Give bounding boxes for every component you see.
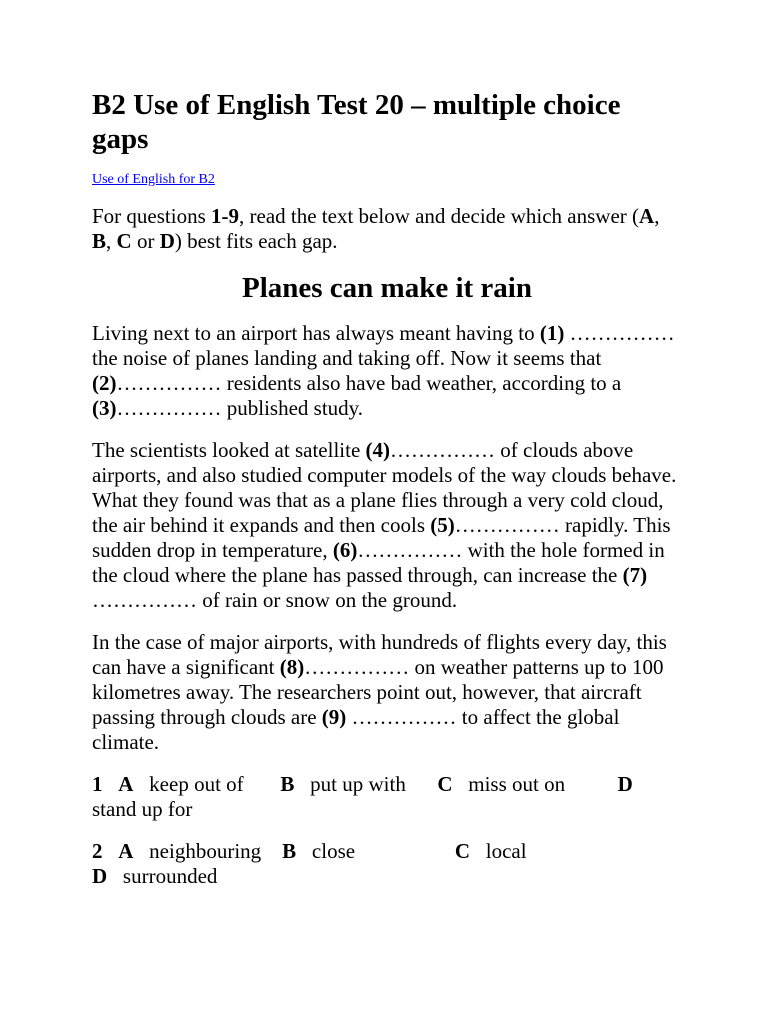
gap-dots: ……………	[357, 538, 463, 562]
letter-a: A	[639, 204, 655, 228]
gap-number-9: (9)	[321, 705, 347, 729]
instructions-text: For questions	[92, 204, 212, 228]
paragraph-text: published study.	[221, 396, 364, 420]
option-letter: D	[617, 772, 633, 796]
gap-dots: ……………	[390, 438, 496, 462]
gap-dots: ……………	[116, 396, 222, 420]
gap-dots: ……………	[351, 705, 457, 729]
option-text: local	[485, 839, 527, 863]
gap-dots: ……………	[304, 655, 410, 679]
gap-number-1: (1)	[539, 321, 565, 345]
paragraph-text: of clouds above airports, and also studied computer models of the way clouds behave. What they found was that as a plane flies through a very cold cloud, the air behind it expands and then cools	[92, 438, 677, 537]
article-title: Planes can make it rain	[242, 272, 532, 304]
instructions-text: ) best fits each gap.	[174, 229, 338, 253]
paragraph-text: residents also have bad weather, according to a	[221, 371, 622, 395]
option-text: stand up for	[92, 797, 193, 821]
instructions-text: , read the text below and decide which answer (	[239, 204, 640, 228]
option-letter: C	[437, 772, 453, 796]
option-text: keep out of	[149, 772, 244, 796]
paragraph-text: with the hole formed in the cloud where the plane has passed through, can increase the	[92, 538, 665, 587]
option-text: put up with	[310, 772, 406, 796]
comma: ,	[654, 204, 660, 228]
paragraph-text: on weather patterns up to 100 kilometres away. The researchers point out, however, that aircraft passing through clouds are	[92, 655, 664, 729]
option-text: surrounded	[122, 864, 218, 888]
question-range: 1-9	[211, 204, 240, 228]
question-number: 2	[92, 839, 103, 863]
option-letter: B	[282, 839, 297, 863]
gap-number-6: (6)	[332, 538, 358, 562]
gap-dots: ……………	[116, 371, 222, 395]
question-1-options	[92, 772, 682, 822]
question-number: 1	[92, 772, 103, 796]
letter-d: D	[159, 229, 175, 253]
gap-number-7: (7)	[622, 563, 648, 587]
gap-dots: ……………	[92, 588, 197, 612]
option-letter: B	[280, 772, 295, 796]
paragraph-text: rapidly. This sudden drop in temperature,	[92, 513, 671, 562]
option-letter: A	[118, 839, 134, 863]
paragraph-text: of rain or snow on the ground.	[197, 588, 458, 612]
option-text: miss out on	[468, 772, 566, 796]
instructions	[92, 204, 682, 254]
category-link[interactable]: Use of English for B2	[92, 172, 215, 187]
letter-b: B	[92, 229, 107, 253]
comma: ,	[106, 229, 117, 253]
paragraph-text: Living next to an airport has always meant having to	[92, 321, 540, 345]
paragraph-1	[92, 321, 682, 421]
gap-dots: ……………	[569, 321, 675, 345]
gap-number-8: (8)	[279, 655, 305, 679]
paragraph-text: the noise of planes landing and taking off. Now it seems that	[92, 346, 602, 370]
letter-c: C	[116, 229, 132, 253]
gap-number-3: (3)	[92, 396, 117, 420]
option-text: neighbouring	[149, 839, 262, 863]
article-content	[92, 88, 682, 906]
option-letter: A	[118, 772, 134, 796]
question-2-options	[92, 839, 682, 889]
option-letter: C	[454, 839, 470, 863]
gap-dots: ……………	[454, 513, 560, 537]
page-title: B2 Use of English Test 20 – multiple choice gaps	[92, 89, 621, 155]
paragraph-2	[92, 438, 682, 613]
gap-number-4: (4)	[365, 438, 391, 462]
option-text: close	[311, 839, 356, 863]
paragraph-3	[92, 630, 682, 755]
paragraph-text: to affect the global climate.	[92, 705, 620, 754]
gap-number-5: (5)	[430, 513, 455, 537]
paragraph-text: The scientists looked at satellite	[92, 438, 366, 462]
paragraph-text: In the case of major airports, with hundreds of flights every day, this can have a significant	[92, 630, 667, 679]
option-letter: D	[92, 864, 108, 888]
or-text: or	[131, 229, 160, 253]
gap-number-2: (2)	[92, 371, 117, 395]
